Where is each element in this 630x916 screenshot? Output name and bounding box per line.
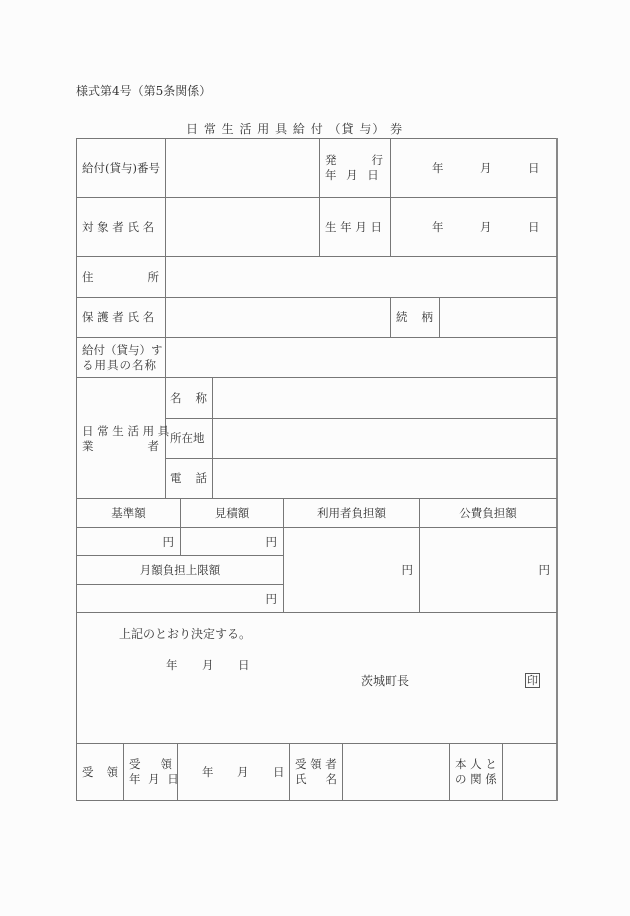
- yen-unit: 円: [162, 535, 174, 549]
- relation-to-person-label-line2: の 関 係: [455, 772, 497, 786]
- subject-name-field[interactable]: [166, 198, 319, 256]
- year-text: 年: [432, 161, 444, 175]
- year-text: 年: [432, 220, 444, 234]
- day-text: 日: [528, 161, 540, 175]
- decision-year: 年: [166, 658, 178, 672]
- number-label: 給付(貸与)番号: [82, 161, 160, 175]
- estimate-amount-header: 見積額: [214, 506, 250, 520]
- public-burden-field[interactable]: [420, 528, 556, 612]
- signer-title: 茨城町長: [361, 674, 410, 688]
- user-burden-field[interactable]: [284, 528, 419, 612]
- relation-to-person-field[interactable]: [503, 744, 556, 800]
- receiver-name-field[interactable]: [343, 744, 449, 800]
- estimate-amount-field[interactable]: [181, 528, 283, 555]
- number-field[interactable]: [166, 139, 319, 197]
- relation-label-part: 柄: [421, 310, 433, 324]
- monthly-limit-label: 月額負担上限額: [139, 563, 221, 577]
- yen-unit: 円: [538, 563, 550, 577]
- vendor-name-label-part: 名: [170, 391, 182, 405]
- month-text: 月: [480, 220, 492, 234]
- decision-text: 上記のとおり決定する。: [119, 627, 252, 641]
- guardian-field[interactable]: [166, 298, 390, 337]
- address-label-part: 住: [82, 270, 94, 284]
- guardian-label: 保 護 者 氏 名: [82, 310, 155, 324]
- receiver-label-part: 名: [325, 772, 337, 786]
- standard-amount-field[interactable]: [77, 528, 180, 555]
- vendor-phone-field[interactable]: [213, 459, 556, 498]
- address-label: [82, 270, 159, 284]
- address-field[interactable]: [166, 257, 556, 297]
- birth-date-field[interactable]: [391, 198, 556, 256]
- issue-date-label: [325, 153, 383, 167]
- receipt-date-field[interactable]: [178, 744, 289, 800]
- vendor-label-line1: 日 常 生 活 用 具: [82, 424, 170, 438]
- vendor-name-label-part: 称: [195, 391, 207, 405]
- receipt-date-label-part: 受: [129, 757, 141, 771]
- relation-label: [396, 310, 433, 324]
- receipt-date-label-part: 領: [160, 757, 172, 771]
- decision-day: 日: [238, 658, 250, 672]
- equipment-name-field[interactable]: [166, 338, 556, 377]
- public-burden-header: 公費負担額: [459, 506, 517, 520]
- issue-date-label-line2: 年 月 日: [325, 168, 382, 182]
- yen-unit: 円: [401, 563, 413, 577]
- receipt-label: [82, 765, 118, 779]
- receipt-label-part: 領: [106, 765, 118, 779]
- vendor-phone-label-part: 電: [170, 471, 182, 485]
- seal-mark: 印: [527, 674, 538, 687]
- receiver-label-line1: 受 領 者: [295, 757, 337, 771]
- vendor-location-label: 所在地: [170, 431, 205, 445]
- receipt-date-label: [129, 757, 172, 771]
- receiver-label-line2: [295, 772, 337, 786]
- monthly-limit-field[interactable]: [77, 585, 283, 612]
- month-text: 月: [480, 161, 492, 175]
- standard-amount-header: 基準額: [111, 506, 146, 520]
- receipt-date-label-line2: 年 月 日: [129, 772, 181, 786]
- yen-unit: 円: [265, 535, 277, 549]
- user-burden-header: 利用者負担額: [317, 506, 386, 520]
- relation-to-person-label-line1: 本 人 と: [455, 757, 497, 771]
- relation-field[interactable]: [440, 298, 556, 337]
- receipt-label-part: 受: [82, 765, 94, 779]
- page-title: 日 常 生 活 用 具 給 付 （貸 与） 券: [186, 122, 404, 136]
- vendor-location-field[interactable]: [213, 419, 556, 458]
- year-text: 年: [202, 765, 214, 779]
- vendor-name-field[interactable]: [213, 378, 556, 418]
- issue-date-label-part: 行: [371, 153, 383, 167]
- equipment-name-label-line1: 給付（貸与）す: [82, 343, 163, 357]
- vendor-phone-label-part: 話: [195, 471, 207, 485]
- vendor-label-part: 者: [147, 439, 159, 453]
- address-label-part: 所: [147, 270, 159, 284]
- equipment-name-label-line2: る用具の名称: [82, 358, 157, 372]
- form-number: 様式第4号（第5条関係）: [76, 84, 212, 98]
- issue-date-field[interactable]: [391, 139, 556, 197]
- issue-date-label-part: 発: [325, 153, 337, 167]
- vendor-label-line2: [82, 439, 159, 453]
- yen-unit: 円: [265, 592, 277, 606]
- birth-date-label: 生 年 月 日: [325, 220, 382, 234]
- month-text: 月: [237, 765, 249, 779]
- vendor-name-label: [170, 391, 207, 405]
- vendor-phone-label: [170, 471, 207, 485]
- day-text: 日: [528, 220, 540, 234]
- relation-label-part: 続: [396, 310, 408, 324]
- day-text: 日: [273, 765, 285, 779]
- decision-month: 月: [202, 658, 214, 672]
- subject-name-label: 対 象 者 氏 名: [82, 220, 155, 234]
- vendor-label-part: 業: [82, 439, 94, 453]
- receiver-label-part: 氏: [295, 772, 307, 786]
